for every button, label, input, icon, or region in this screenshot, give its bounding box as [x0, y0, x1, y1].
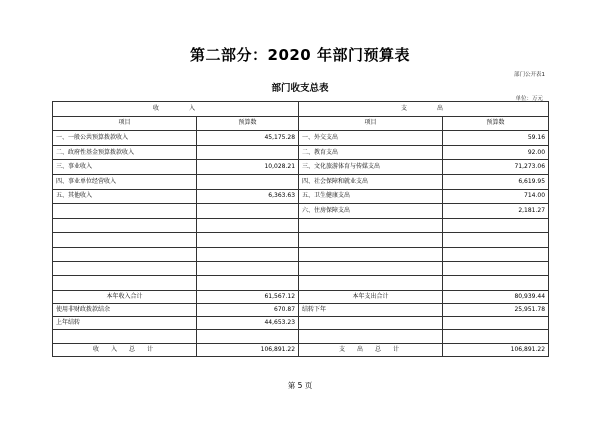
income-item-header: 项目: [53, 116, 197, 131]
income-amount: [197, 174, 299, 189]
table-row: [53, 189, 549, 204]
income-total-value: 61,567.12: [197, 290, 299, 303]
carry-forward-label: 结转下年: [299, 303, 443, 316]
income-item: 一、一般公共预算拨款收入: [53, 131, 197, 146]
income-total-label: 本年收入合计: [53, 290, 197, 303]
balance-use-label: 使用非财政拨款结余: [53, 303, 197, 316]
table-row: [53, 204, 549, 219]
income-section-header: 收 入: [53, 102, 299, 117]
expense-amount: 59.16: [443, 131, 549, 146]
balance-use-value: 670.87: [197, 303, 299, 316]
income-grand-total-value: 106,891.22: [197, 344, 299, 357]
expense-item-header: 项目: [299, 116, 443, 131]
expense-amount: 92.00: [443, 145, 549, 160]
income-item: 五、其他收入: [53, 189, 197, 204]
unit-label: 单位：万元: [515, 96, 543, 102]
section-header-row: [53, 102, 549, 117]
income-amount-header: 预算数: [197, 116, 299, 131]
expense-item: 四、社会保障和就业支出: [299, 174, 443, 189]
page-title: 第二部分：2020 年部门预算表: [190, 46, 410, 64]
blank-row: [53, 218, 549, 232]
table-title: 部门收支总表: [271, 83, 329, 94]
expense-item: 一、外交支出: [299, 131, 443, 146]
income-amount: [197, 145, 299, 160]
carry-forward-value: 25,951.78: [443, 303, 549, 316]
expense-amount: 714.00: [443, 189, 549, 204]
expense-amount: 71,273.06: [443, 160, 549, 175]
expense-item: 五、卫生健康支出: [299, 189, 443, 204]
expense-item: 三、文化旅游体育与传媒支出: [299, 160, 443, 175]
table-row: [53, 160, 549, 175]
expense-total-value: 80,939.44: [443, 290, 549, 303]
column-header-row: [53, 116, 549, 131]
budget-table: [52, 101, 549, 357]
prior-year-row: [53, 316, 549, 329]
income-item: 三、事业收入: [53, 160, 197, 175]
expense-amount-header: 预算数: [443, 116, 549, 131]
income-amount: [197, 204, 299, 219]
grand-total-row: [53, 344, 549, 357]
income-item: 四、事业单位经营收入: [53, 174, 197, 189]
expense-amount: 6,619.95: [443, 174, 549, 189]
expense-grand-total-label: 支 出 总 计: [299, 344, 443, 357]
blank-row: [53, 329, 549, 343]
blank-row: [53, 247, 549, 261]
table-row: [53, 174, 549, 189]
expense-total-label: 本年支出合计: [299, 290, 443, 303]
balance-row: [53, 303, 549, 316]
prior-year-label: 上年结转: [53, 316, 197, 329]
table-row: [53, 131, 549, 146]
expense-grand-total-value: 106,891.22: [443, 344, 549, 357]
blank-row: [53, 233, 549, 247]
expense-item: 六、住房保障支出: [299, 204, 443, 219]
income-amount: 6,363.63: [197, 189, 299, 204]
expense-item: 二、教育支出: [299, 145, 443, 160]
document-number: 部门公开表1: [514, 72, 545, 78]
income-amount: 10,028.21: [197, 160, 299, 175]
income-item: 二、政府性基金预算拨款收入: [53, 145, 197, 160]
expense-section-header: 支 出: [299, 102, 549, 117]
income-grand-total-label: 收 入 总 计: [53, 344, 197, 357]
annual-total-row: [53, 290, 549, 303]
prior-year-value: 44,653.23: [197, 316, 299, 329]
page-number: 第 5 页: [287, 381, 313, 390]
income-amount: 45,175.28: [197, 131, 299, 146]
table-row: [53, 145, 549, 160]
blank-row: [53, 276, 549, 290]
blank-row: [53, 261, 549, 275]
income-item: [53, 204, 197, 219]
expense-amount: 2,181.27: [443, 204, 549, 219]
